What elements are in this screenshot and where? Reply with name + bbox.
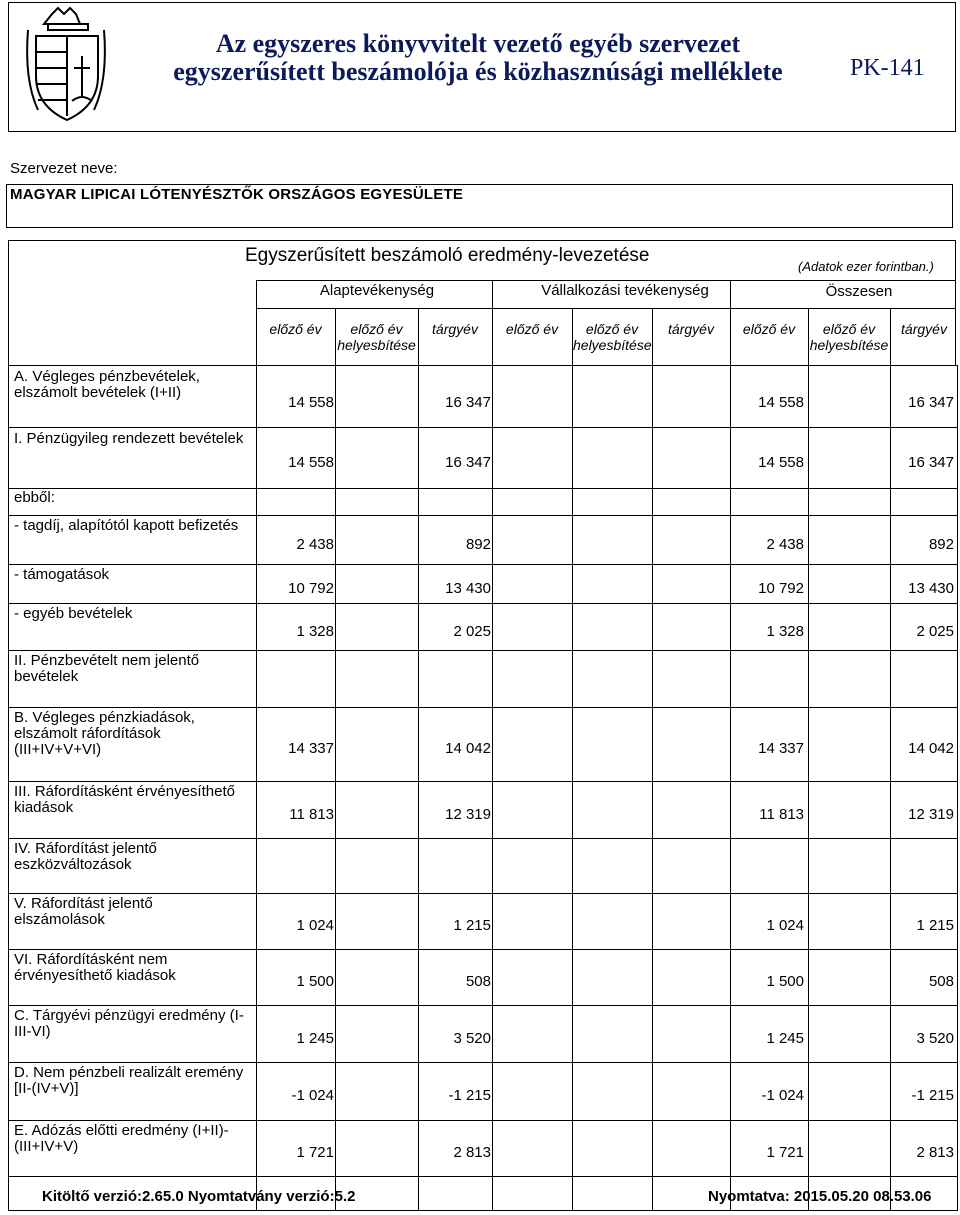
row-value-alap-cur: 3 520 bbox=[453, 1030, 491, 1047]
grid-line bbox=[8, 240, 956, 241]
grid-line bbox=[8, 949, 256, 950]
row-value-alap-prev: -1 024 bbox=[291, 1087, 334, 1104]
grid-line bbox=[808, 308, 809, 1210]
row-label: IV. Ráfordítást jelentő eszközváltozások bbox=[14, 840, 157, 873]
row-value-ossz-cur: 508 bbox=[928, 973, 954, 990]
subcol-header: előző év helyesbítése bbox=[573, 321, 652, 353]
row-value-alap-prev: 1 500 bbox=[296, 973, 334, 990]
grid-line bbox=[8, 515, 256, 516]
row-value-alap-cur: 2 813 bbox=[453, 1144, 491, 1161]
row-value-ossz-cur: 3 520 bbox=[916, 1030, 954, 1047]
row-value-ossz-prev: 1 024 bbox=[766, 917, 804, 934]
grid-line bbox=[256, 488, 958, 489]
title-line-1: Az egyszeres könyvvitelt vezető egyéb szervezet bbox=[215, 29, 741, 58]
row-value-ossz-prev: -1 024 bbox=[761, 1087, 804, 1104]
row-label: - támogatások bbox=[14, 566, 110, 583]
row-value-alap-cur: 14 042 bbox=[445, 740, 491, 757]
grid-line bbox=[256, 1120, 958, 1121]
grid-line bbox=[256, 1005, 958, 1006]
row-value-ossz-cur: 16 347 bbox=[908, 394, 954, 411]
row-value-alap-cur: -1 215 bbox=[448, 1087, 491, 1104]
row-value-ossz-prev: 14 558 bbox=[758, 454, 804, 471]
row-label: A. Végleges pénzbevételek, elszámolt bevételek (I+II) bbox=[14, 368, 200, 401]
row-value-alap-cur: 13 430 bbox=[445, 580, 491, 597]
coat-of-arms-icon bbox=[22, 6, 110, 126]
grid-line bbox=[256, 893, 958, 894]
organization-label: Szervezet neve: bbox=[10, 160, 118, 177]
row-value-ossz-cur: 1 215 bbox=[916, 917, 954, 934]
row-label: V. Ráfordítást jelentő elszámolások bbox=[14, 895, 153, 928]
grid-line bbox=[256, 949, 958, 950]
row-value-alap-prev: 14 337 bbox=[288, 740, 334, 757]
row-value-ossz-cur: 13 430 bbox=[908, 580, 954, 597]
row-value-alap-prev: 2 438 bbox=[296, 536, 334, 553]
grid-line bbox=[8, 1210, 958, 1211]
row-value-alap-prev: 14 558 bbox=[288, 454, 334, 471]
subcol-header: előző év bbox=[742, 321, 796, 337]
grid-line bbox=[8, 240, 9, 1210]
row-value-alap-prev: 14 558 bbox=[288, 394, 334, 411]
grid-line bbox=[418, 308, 419, 1210]
subcol-header: tárgyév bbox=[901, 321, 947, 337]
row-value-alap-prev: 1 328 bbox=[296, 623, 334, 640]
row-label: VI. Ráfordításként nem érvényesíthető kiadások bbox=[14, 951, 176, 984]
row-value-ossz-cur: 16 347 bbox=[908, 454, 954, 471]
grid-line bbox=[256, 427, 958, 428]
row-value-alap-cur: 12 319 bbox=[445, 806, 491, 823]
row-label: D. Nem pénzbeli realizált eremény [II-(IV+V)] bbox=[14, 1064, 244, 1097]
subcol-header: előző év bbox=[505, 321, 559, 337]
row-label: ebből: bbox=[14, 489, 55, 506]
row-value-ossz-prev: 1 721 bbox=[766, 1144, 804, 1161]
grid-line bbox=[8, 564, 256, 565]
grid-line bbox=[890, 308, 891, 1210]
row-value-alap-cur: 892 bbox=[465, 536, 491, 553]
row-label: I. Pénzügyileg rendezett bevételek bbox=[14, 430, 244, 447]
row-value-ossz-prev: 2 438 bbox=[766, 536, 804, 553]
grid-line bbox=[8, 707, 256, 708]
row-value-ossz-cur: 2 813 bbox=[916, 1144, 954, 1161]
grid-line bbox=[492, 308, 493, 1210]
table-title: Egyszerűsített beszámoló eredmény-levezetése bbox=[245, 245, 650, 266]
grid-line bbox=[335, 308, 336, 1210]
grid-line bbox=[8, 365, 256, 366]
row-value-ossz-cur: 2 025 bbox=[916, 623, 954, 640]
subcol-header: tárgyév bbox=[668, 321, 714, 337]
group-vallalkozasi: Vállalkozási tevékenység bbox=[541, 282, 709, 299]
subcol-header: előző év bbox=[269, 321, 322, 337]
row-value-ossz-prev: 14 558 bbox=[758, 394, 804, 411]
row-value-alap-prev: 1 024 bbox=[296, 917, 334, 934]
row-label: E. Adózás előtti eredmény (I+II)-(III+IV+V) bbox=[14, 1122, 229, 1155]
organization-name: MAGYAR LIPICAI LÓTENYÉSZTŐK ORSZÁGOS EGYESÜLETE bbox=[10, 186, 464, 203]
form-code: PK-141 bbox=[850, 55, 925, 81]
subcol-header: előző év helyesbítése bbox=[337, 321, 416, 353]
row-label: C. Tárgyévi pénzügyi eredmény (I-III-VI) bbox=[14, 1007, 244, 1040]
row-value-alap-prev: 11 813 bbox=[289, 806, 334, 823]
title-line-2: egyszerűsített beszámolója és közhasznúsági melléklete bbox=[173, 57, 783, 86]
row-value-alap-cur: 508 bbox=[465, 973, 491, 990]
row-value-ossz-cur: -1 215 bbox=[911, 1087, 954, 1104]
grid-line bbox=[256, 707, 958, 708]
grid-line bbox=[256, 838, 958, 839]
grid-line bbox=[256, 650, 958, 651]
row-label: - tagdíj, alapítótól kapott befizetés bbox=[14, 517, 239, 534]
row-value-ossz-cur: 14 042 bbox=[908, 740, 954, 757]
grid-line bbox=[256, 603, 958, 604]
grid-line bbox=[256, 308, 257, 1210]
grid-line bbox=[572, 308, 573, 1210]
grid-line bbox=[957, 365, 958, 1210]
grid-line bbox=[8, 838, 256, 839]
grid-line bbox=[8, 427, 256, 428]
row-value-ossz-prev: 14 337 bbox=[758, 740, 804, 757]
grid-line bbox=[256, 308, 956, 309]
row-value-ossz-cur: 12 319 bbox=[908, 806, 954, 823]
grid-line bbox=[8, 893, 256, 894]
grid-line bbox=[8, 781, 256, 782]
row-value-alap-cur: 1 215 bbox=[453, 917, 491, 934]
print-date: Nyomtatva: 2015.05.20 08.53.06 bbox=[708, 1188, 932, 1205]
version-info: Kitöltő verzió:2.65.0 Nyomtatvány verzió:5.2 bbox=[42, 1188, 356, 1205]
row-value-ossz-cur: 892 bbox=[928, 536, 954, 553]
grid-line bbox=[8, 650, 256, 651]
grid-line bbox=[256, 1062, 958, 1063]
row-value-ossz-prev: 11 813 bbox=[759, 806, 804, 823]
grid-line bbox=[955, 240, 956, 365]
subcol-header: tárgyév bbox=[432, 321, 478, 337]
group-osszesen: Összesen bbox=[825, 283, 893, 300]
grid-line bbox=[8, 1062, 256, 1063]
row-label: - egyéb bevételek bbox=[14, 605, 133, 622]
row-value-alap-prev: 10 792 bbox=[288, 580, 334, 597]
group-alaptevekenyseg: Alaptevékenység bbox=[319, 282, 435, 299]
row-value-alap-cur: 16 347 bbox=[445, 454, 491, 471]
row-label: II. Pénzbevételt nem jelentő bevételek bbox=[14, 652, 200, 685]
row-value-alap-prev: 1 245 bbox=[296, 1030, 334, 1047]
row-value-alap-cur: 16 347 bbox=[445, 394, 491, 411]
grid-line bbox=[8, 603, 256, 604]
grid-line bbox=[730, 308, 731, 1210]
grid-line bbox=[8, 1120, 256, 1121]
grid-line bbox=[8, 1005, 256, 1006]
row-value-ossz-prev: 1 328 bbox=[766, 623, 804, 640]
row-value-alap-prev: 1 721 bbox=[296, 1144, 334, 1161]
row-value-alap-cur: 2 025 bbox=[453, 623, 491, 640]
grid-line bbox=[8, 1176, 256, 1177]
row-value-ossz-prev: 1 245 bbox=[766, 1030, 804, 1047]
grid-line bbox=[256, 280, 956, 281]
row-value-ossz-prev: 10 792 bbox=[758, 580, 804, 597]
grid-line bbox=[256, 564, 958, 565]
row-label: III. Ráfordításként érvényesíthető kiadások bbox=[14, 783, 235, 816]
grid-line bbox=[256, 515, 958, 516]
subcol-header: előző év helyesbítése bbox=[809, 321, 889, 353]
form-title bbox=[118, 30, 838, 86]
grid-line bbox=[256, 781, 958, 782]
unit-note: (Adatok ezer forintban.) bbox=[798, 259, 934, 274]
row-value-ossz-prev: 1 500 bbox=[766, 973, 804, 990]
row-label: B. Végleges pénzkiadások, elszámolt ráfordítások (III+IV+V+VI) bbox=[14, 709, 195, 758]
grid-line bbox=[652, 308, 653, 1210]
